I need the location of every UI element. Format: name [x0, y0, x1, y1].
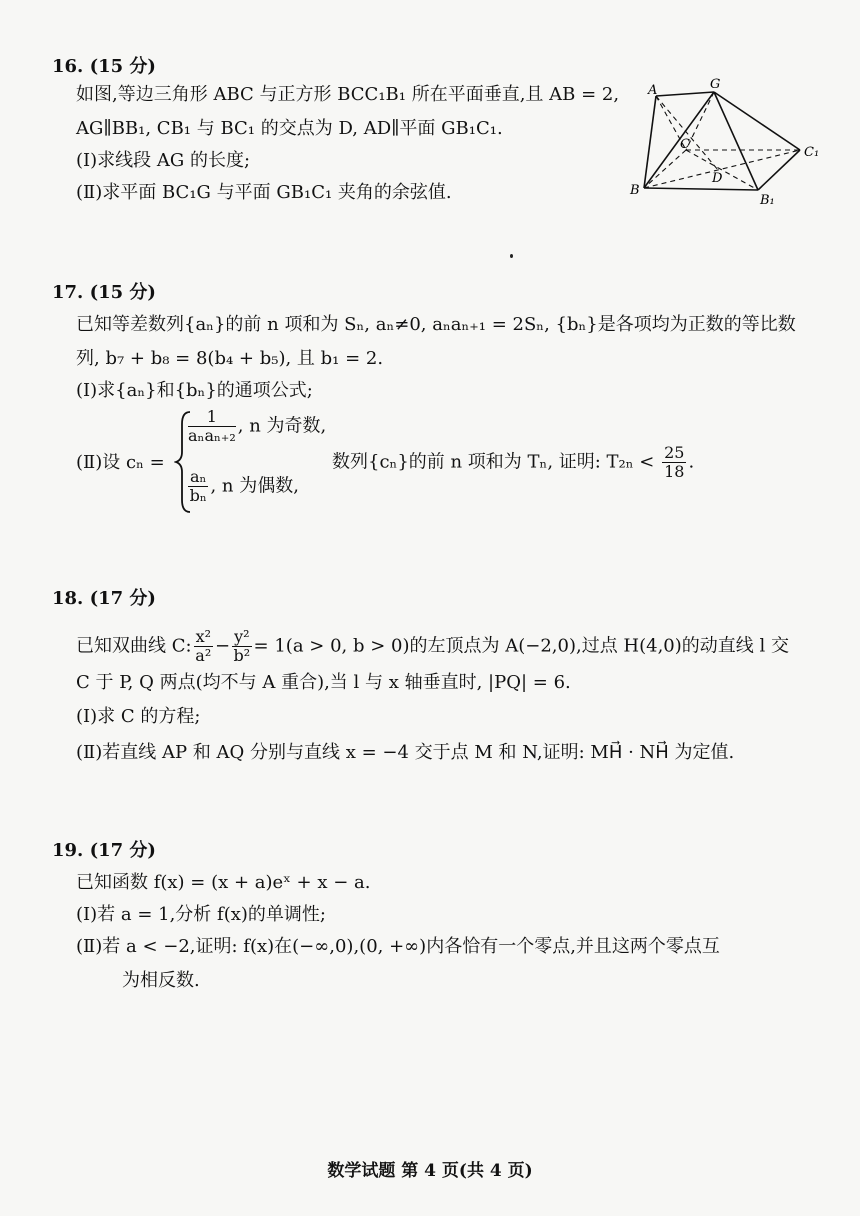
fig-label-A: A	[648, 83, 658, 98]
case1-fraction	[188, 408, 236, 445]
y-fraction-num: y²	[234, 627, 250, 646]
q17-suffix-text: 数列{cₙ}的前 n 项和为 Tₙ, 证明: T₂ₙ <	[332, 451, 655, 473]
x-fraction-den: a²	[195, 646, 212, 665]
fig-label-D: D	[712, 171, 723, 186]
q16-number: 16. (15 分)	[52, 56, 156, 77]
fig-label-C1: C₁	[804, 145, 820, 160]
q17-line2: 列, b₇ + b₈ = 8(b₄ + b₅), 且 b₁ = 2.	[76, 348, 384, 369]
q18-line1	[76, 628, 789, 665]
q18-line1-prefix: 已知双曲线 C:	[76, 635, 192, 657]
q18-line1-suffix: = 1(a > 0, b > 0)的左顶点为 A(−2,0),过点 H(4,0)的动直线 l 交	[253, 635, 789, 657]
case1-condition: , n 为奇数,	[237, 415, 327, 437]
q18-part2: (Ⅱ)若直线 AP 和 AQ 分别与直线 x = −4 交于点 M 和 N,证明: MH⃗ · NH⃗ 为定值.	[76, 742, 735, 763]
q16-line2: AG∥BB₁, CB₁ 与 BC₁ 的交点为 D, AD∥平面 GB₁C₁.	[76, 118, 503, 139]
fig-label-G: G	[710, 78, 721, 92]
q16-line1: 如图,等边三角形 ABC 与正方形 BCC₁B₁ 所在平面垂直,且 AB = 2,	[76, 84, 620, 105]
q17-case-even	[186, 468, 299, 505]
q19-line1: 已知函数 f(x) = (x + a)eˣ + x − a.	[76, 872, 371, 893]
fig-label-B1: B₁	[760, 193, 775, 208]
q19-part2-cont: 为相反数.	[122, 970, 200, 991]
q17-part1: (Ⅰ)求{aₙ}和{bₙ}的通项公式;	[76, 380, 313, 401]
bound-denominator: 18	[664, 462, 685, 481]
y-fraction	[232, 628, 251, 665]
case1-numerator: 1	[188, 408, 236, 427]
q17-part2-suffix	[332, 444, 694, 481]
q17-line1: 已知等差数列{aₙ}的前 n 项和为 Sₙ, aₙ≠0, aₙaₙ₊₁ = 2Sₙ, {bₙ}是各项均为正数的等比数	[76, 314, 796, 335]
page-footer: 数学试题 第 4 页(共 4 页)	[327, 1161, 533, 1181]
q16-geometry-figure	[628, 78, 838, 218]
q19-part1: (Ⅰ)若 a = 1,分析 f(x)的单调性;	[76, 904, 326, 925]
fig-label-B: B	[630, 183, 640, 198]
stray-dot	[510, 254, 513, 258]
case2-condition: , n 为偶数,	[210, 475, 299, 497]
q18-part1: (Ⅰ)求 C 的方程;	[76, 706, 201, 727]
q19-part2: (Ⅱ)若 a < −2,证明: f(x)在(−∞,0),(0, +∞)内各恰有一个零点,并且这两个零点互	[76, 936, 720, 957]
x-fraction-num: x²	[195, 627, 211, 646]
y-fraction-den: b²	[233, 646, 251, 665]
q19-number: 19. (17 分)	[52, 840, 156, 861]
case2-fraction	[188, 468, 208, 505]
q18-line2: C 于 P, Q 两点(均不与 A 重合),当 l 与 x 轴垂直时, |PQ| = 6.	[76, 672, 571, 693]
case2-denominator: bₙ	[189, 486, 207, 505]
case1-denominator: aₙaₙ₊₂	[188, 426, 236, 445]
case2-numerator: aₙ	[190, 467, 207, 486]
q17-number: 17. (15 分)	[52, 282, 156, 303]
q17-part2-prefix: (Ⅱ)设 cₙ =	[76, 452, 165, 473]
q17-case-odd	[186, 408, 326, 445]
x-fraction	[194, 628, 213, 665]
q18-number: 18. (17 分)	[52, 588, 156, 609]
fig-label-C: C	[680, 137, 690, 152]
bound-period: .	[688, 451, 695, 473]
q16-part1: (Ⅰ)求线段 AG 的长度;	[76, 150, 251, 171]
bound-numerator: 25	[664, 443, 685, 462]
bound-fraction	[662, 444, 686, 481]
q16-part2: (Ⅱ)求平面 BC₁G 与平面 GB₁C₁ 夹角的余弦值.	[76, 182, 452, 203]
minus-sign: −	[215, 635, 231, 657]
